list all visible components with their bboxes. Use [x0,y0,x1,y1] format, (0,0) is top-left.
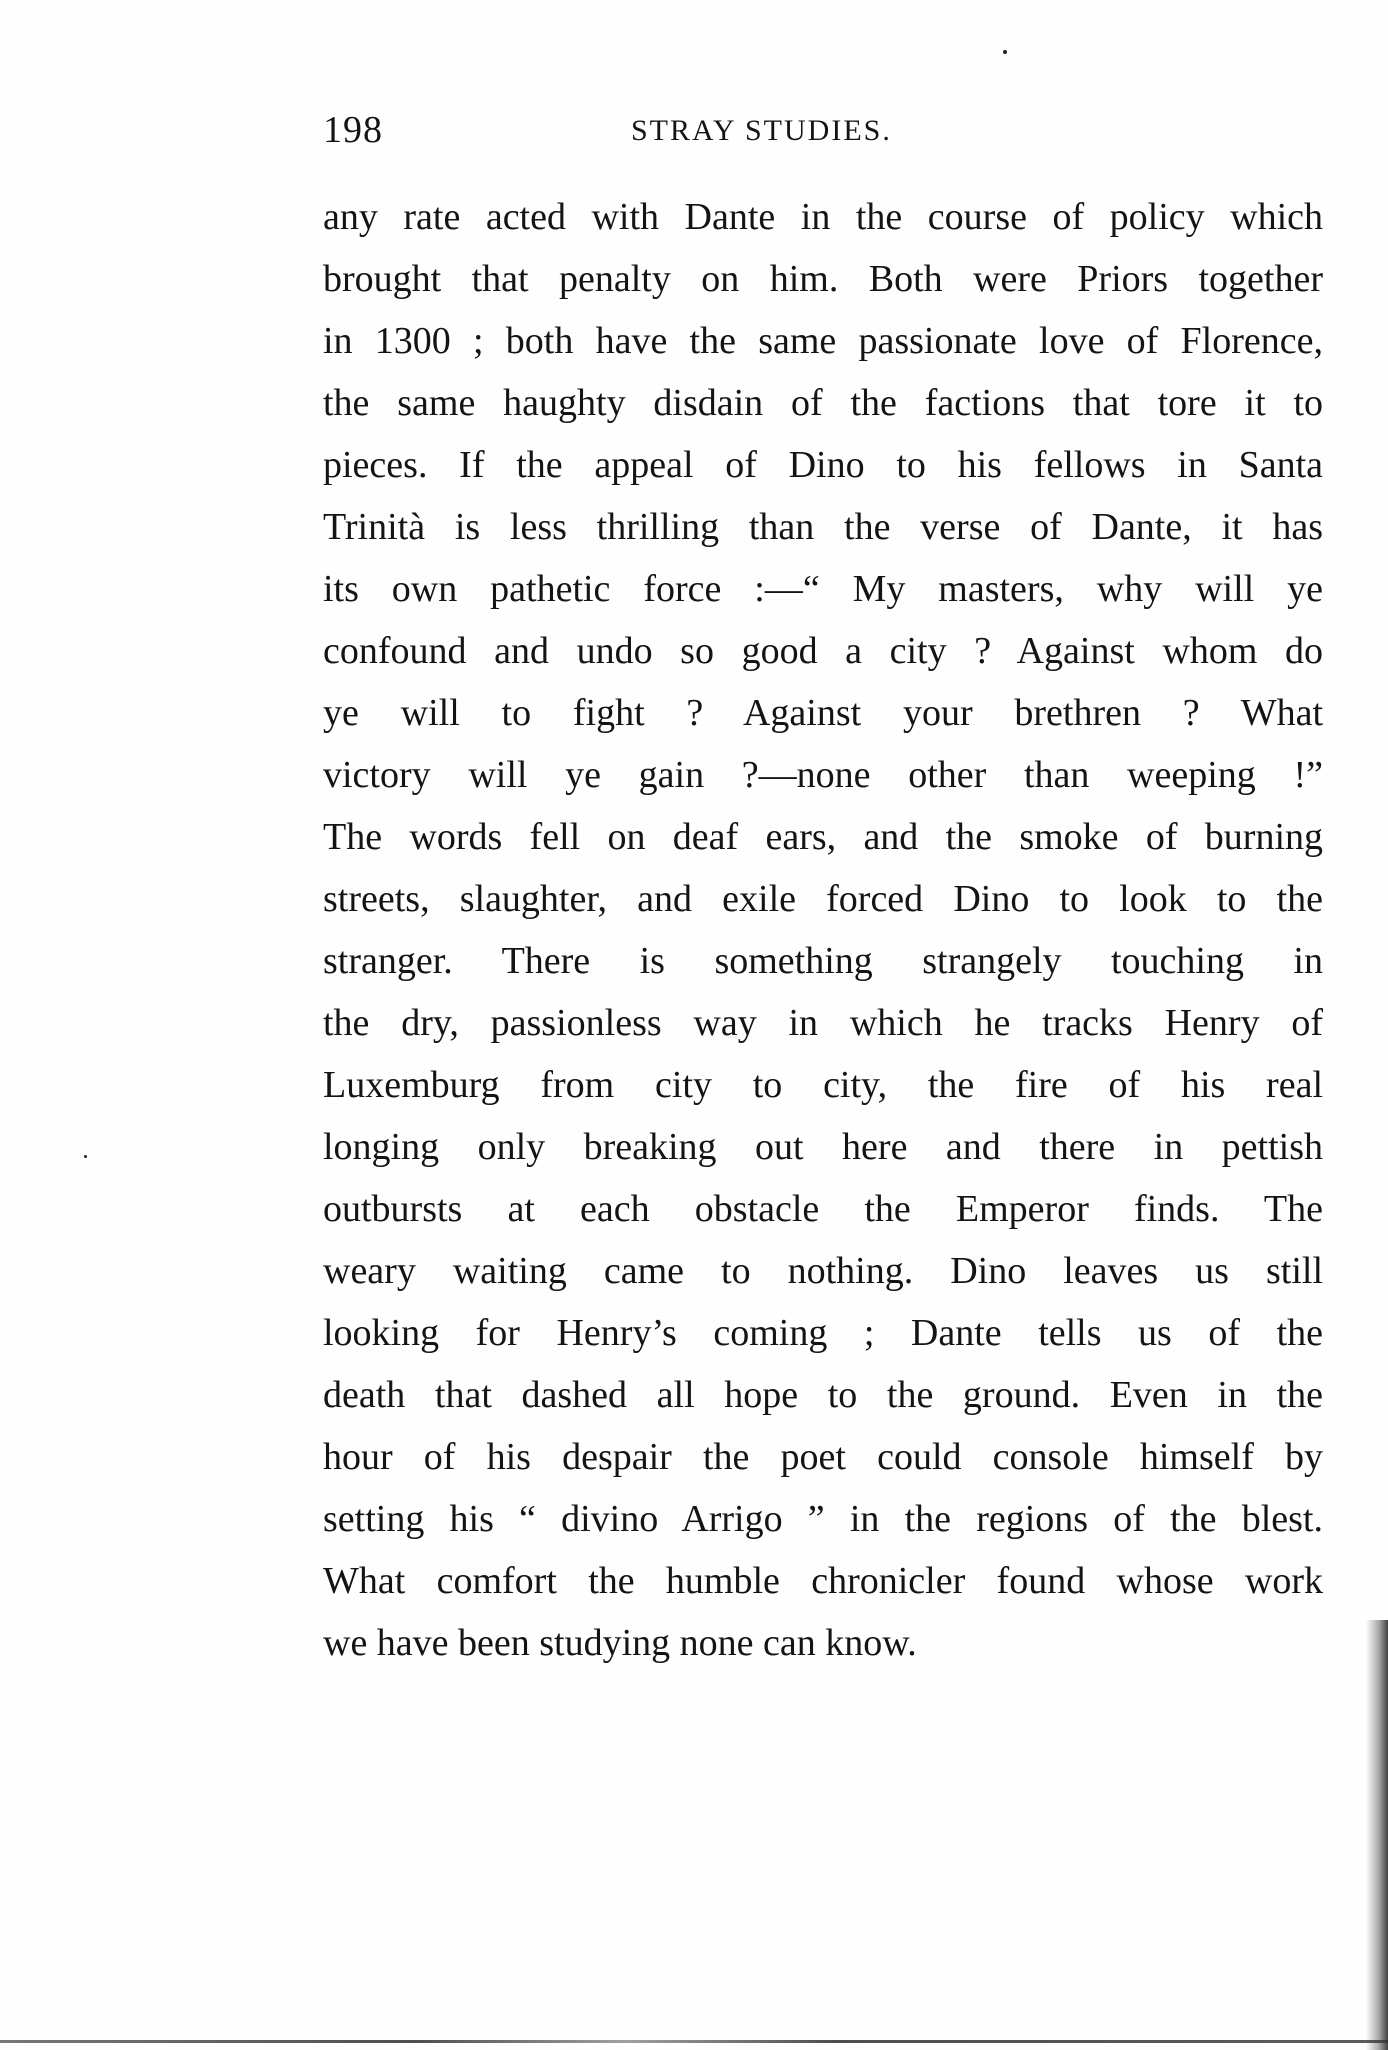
page-header [323,108,1323,158]
text-line: setting his “ divino Arrigo ” in the regions of the blest. [323,1498,1323,1540]
running-head: STRAY STUDIES. [631,114,892,147]
page-edge-shadow [1366,1620,1388,2050]
text-line: stranger. There is something strangely touching in [323,940,1323,982]
text-line: victory will ye gain ?—none other than weeping !” [323,754,1323,796]
text-line: The words fell on deaf ears, and the smoke of burning [323,816,1323,858]
text-line: pieces. If the appeal of Dino to his fellows in Santa [323,444,1323,486]
text-line: its own pathetic force :—“ My masters, why will ye [323,568,1323,610]
text-line: in 1300 ; both have the same passionate love of Florence, [323,320,1323,362]
text-line: looking for Henry’s coming ; Dante tells us of the [323,1312,1323,1354]
text-line: Luxemburg from city to city, the fire of his real [323,1064,1323,1106]
text-line: hour of his despair the poet could console himself by [323,1436,1323,1478]
text-line: the dry, passionless way in which he tracks Henry of [323,1002,1323,1044]
text-line: death that dashed all hope to the ground. Even in the [323,1374,1323,1416]
text-line: confound and undo so good a city ? Against whom do [323,630,1323,672]
text-line: What comfort the humble chronicler found whose work [323,1560,1323,1602]
text-line: streets, slaughter, and exile forced Dino to look to the [323,878,1323,920]
text-line: longing only breaking out here and there in pettish [323,1126,1323,1168]
ink-speck [1003,50,1007,54]
body-text [323,186,1323,1674]
ink-speck [84,1155,87,1158]
text-line: brought that penalty on him. Both were Priors together [323,258,1323,300]
text-line: any rate acted with Dante in the course of policy which [323,196,1323,238]
text-line: Trinità is less thrilling than the verse of Dante, it has [323,506,1323,548]
text-line: we have been studying none can know. [323,1622,917,1664]
text-line: the same haughty disdain of the factions that tore it to [323,382,1323,424]
bottom-edge-rule [0,2040,1388,2043]
text-line: weary waiting came to nothing. Dino leaves us still [323,1250,1323,1292]
text-line: ye will to fight ? Against your brethren ? What [323,692,1323,734]
page-number: 198 [323,109,383,151]
text-line: outbursts at each obstacle the Emperor finds. The [323,1188,1323,1230]
